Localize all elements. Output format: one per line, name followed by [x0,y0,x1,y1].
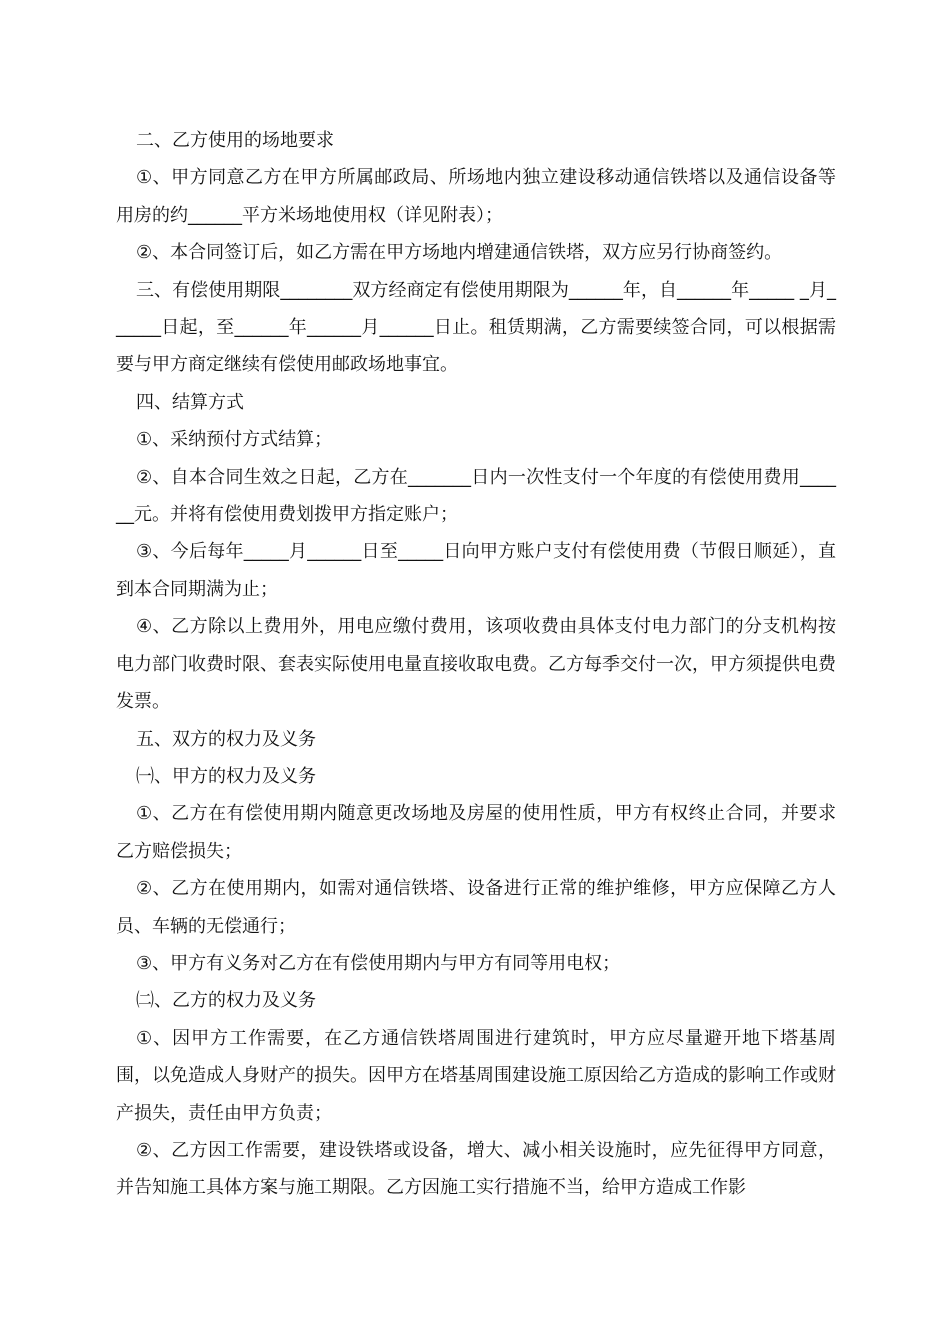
clause-annual-fee: ②、自本合同生效之日起，乙方在_______日内一次性支付一个年度的有偿使用费用______元。并将有偿使用费划拨甲方指定账户； [116,466,836,526]
clause-party-b-construction: ①、因甲方工作需要，在乙方通信铁塔周围进行建筑时，甲方应尽量避开地下塔基周围，以免造成人身财产的损失。因甲方在塔基周围建设施工原因给乙方造成的影响工作或财产损失，责任由甲方负责； [116,1027,836,1124]
section-heading-settlement: 四、结算方式 [136,391,244,413]
document-body [116,122,836,1207]
clause-electricity-fee: ④、乙方除以上费用外，用电应缴付费用，该项收费由具体支付电力部门的分支机构按电力部门收费时限、套表实际使用电量直接收取电费。乙方每季交付一次，甲方须提供电费发票。 [116,616,836,713]
clause-additional-tower: ②、本合同签订后，如乙方需在甲方场地内增建通信铁塔，双方应另行协商签约。 [136,242,783,264]
subsection-heading-party-a: ㈠、甲方的权力及义务 [136,765,316,787]
clause-party-a-power: ③、甲方有义务对乙方在有偿使用期内与甲方有同等用电权； [136,952,621,974]
clause-site-use-right: ①、甲方同意乙方在甲方所属邮政局、所场地内独立建设移动通信铁塔以及通信设备等用房的约______平方米场地使用权（详见附表）； [116,167,836,226]
clause-prepayment: ①、采纳预付方式结算； [136,429,333,451]
section-paid-use-period: 三、有偿使用期限________双方经商定有偿使用期限为______年，自______年_____ _月______日起，至______年______月______日止。租赁期满，乙方需要续签合同，可以根据需要与甲方商定继续有偿使用邮政场地事宜。 [116,279,836,376]
section-heading-site-requirements: 二、乙方使用的场地要求 [136,130,334,151]
clause-party-a-access: ②、乙方在使用期内，如需对通信铁塔、设备进行正常的维护维修，甲方应保障乙方人员、车辆的无偿通行； [116,878,836,937]
subsection-heading-party-b: ㈡、乙方的权力及义务 [136,990,316,1012]
clause-party-b-modification: ②、乙方因工作需要，建设铁塔或设备，增大、减小相关设施时，应先征得甲方同意，并告知施工具体方案与施工期限。乙方因施工实行措施不当，给甲方造成工作影 [116,1139,836,1199]
section-heading-rights-obligations: 五、双方的权力及义务 [136,728,316,750]
clause-party-a-terminate: ①、乙方在有偿使用期内随意更改场地及房屋的使用性质，甲方有权终止合同，并要求乙方赔偿损失； [116,803,836,862]
clause-yearly-payment: ③、今后每年_____月______日至_____日向甲方账户支付有偿使用费（节假日顺延），直到本合同期满为止； [116,541,836,600]
